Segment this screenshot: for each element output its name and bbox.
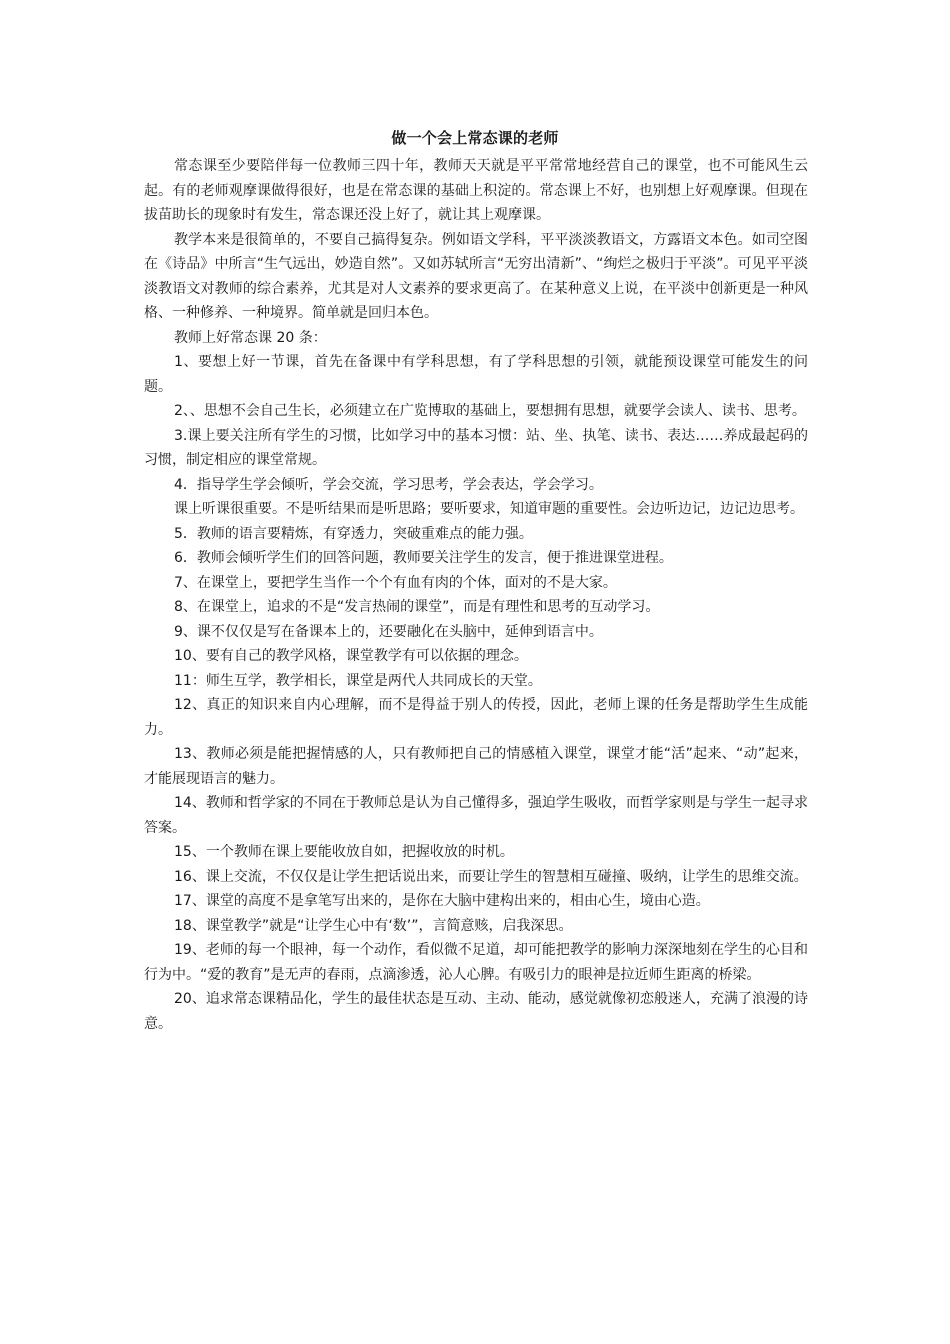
list-item: 5．教师的语言要精炼，有穿透力，突破重难点的能力强。 bbox=[174, 525, 533, 542]
document-body bbox=[144, 154, 808, 1036]
document-title: 做一个会上常态课的老师 bbox=[391, 129, 559, 147]
list-item: 17、课堂的高度不是拿笔写出来的，是你在大脑中建构出来的，相由心生，境由心造。 bbox=[174, 893, 710, 909]
list-item: 16、课上交流，不仅仅是让学生把话说出来，而要让学生的智慧相互碰撞、吸纳，让学生的思维交流。 bbox=[174, 868, 808, 885]
list-item: 18、课堂教学”就是“让学生心中有‘数’”，言简意赅，启我深思。 bbox=[174, 917, 573, 934]
list-item: 14、教师和哲学家的不同在于教师总是认为自己懂得多，强迫学生吸收，而哲学家则是与学生一起寻求答案。 bbox=[144, 795, 808, 836]
list-item: 20、追求常态课精品化，学生的最佳状态是互动、主动、能动，感觉就像初恋般迷人，充满了浪漫的诗意。 bbox=[144, 991, 808, 1032]
list-item: 11：师生互学，教学相长，课堂是两代人共同成长的天堂。 bbox=[174, 672, 542, 689]
list-item: 12、真正的知识来自内心理解，而不是得益于别人的传授，因此，老师上课的任务是帮助学生生成能力。 bbox=[144, 697, 808, 738]
list-item: 10、要有自己的教学风格，课堂教学有可以依据的理念。 bbox=[174, 648, 528, 664]
list-item: 6．教师会倾听学生们的回答问题，教师要关注学生的发言，便于推进课堂进程。 bbox=[174, 550, 673, 566]
paragraph-intro: 常态课至少要陪伴每一位教师三四十年，教师天天就是平平常常地经营自己的课堂，也不可能风生云起。有的老师观摩课做得很好，也是在常态课的基础上积淀的。常态课上不好，也别想上好观摩课。但现在拔苗助长的现象时有发生，常态课还没上好了，就让其上观摩课。 bbox=[144, 158, 808, 223]
list-item: 19、老师的每一个眼神，每一个动作，看似微不足道，却可能把教学的影响力深深地刻在学生的心目和行为中。“爱的教育”是无声的春雨，点滴渗透，沁人心脾。有吸引力的眼神是拉近师生距离的桥梁。 bbox=[144, 942, 808, 983]
paragraph-simplicity: 教学本来是很简单的，不要自己搞得复杂。例如语文学科，平平淡淡教语文，方露语文本色。如司空图在《诗品》中所言“生气远出，妙造自然”。又如苏轼所言“无穷出清新”、“绚烂之极归于平淡”。可见平平淡淡教语文对教师的综合素养，尤其是对人文素养的要求更高了。在某种意义上说，在平淡中创新更是一种风格、一种修养、一种境界。简单就是回归本色。 bbox=[144, 231, 808, 321]
list-item: 2、、思想不会自己生长，必须建立在广览博取的基础上，要想拥有思想，就要学会读人、读书、思考。 bbox=[174, 403, 806, 419]
list-item: 13、教师必须是能把握情感的人，只有教师把自己的情感植入课堂，课堂才能“活”起来、“动”起来，才能展现语言的魅力。 bbox=[144, 746, 808, 787]
list-item: 7、在课堂上，要把学生当作一个个有血有肉的个体，面对的不是大家。 bbox=[174, 574, 617, 591]
list-item: 9、课不仅仅是写在备课本上的，还要融化在头脑中，延伸到语言中。 bbox=[174, 623, 603, 640]
list-item: 8、在课堂上，追求的不是“发言热闹的课堂”，而是有理性和思考的互动学习。 bbox=[174, 599, 660, 615]
list-item: 4．指导学生学会倾听，学会交流，学习思考，学会表达，学会学习。 bbox=[174, 476, 603, 493]
list-item: 1、要想上好一节课，首先在备课中有学科思想，有了学科思想的引领，就能预设课堂可能发生的问题。 bbox=[144, 354, 808, 395]
list-item: 15、一个教师在课上要能收放自如，把握收放的时机。 bbox=[174, 844, 514, 860]
list-item-note: 课上听课很重要。不是听结果而是听思路；要听要求，知道审题的重要性。会边听边记，边记边思考。 bbox=[174, 501, 804, 517]
list-item: 3.课上要关注所有学生的习惯，比如学习中的基本习惯：站、坐、执笔、读书、表达……养成最起码的习惯，制定相应的课堂常规。 bbox=[144, 427, 808, 468]
paragraph-list-heading: 教师上好常态课 20 条： bbox=[174, 329, 327, 346]
